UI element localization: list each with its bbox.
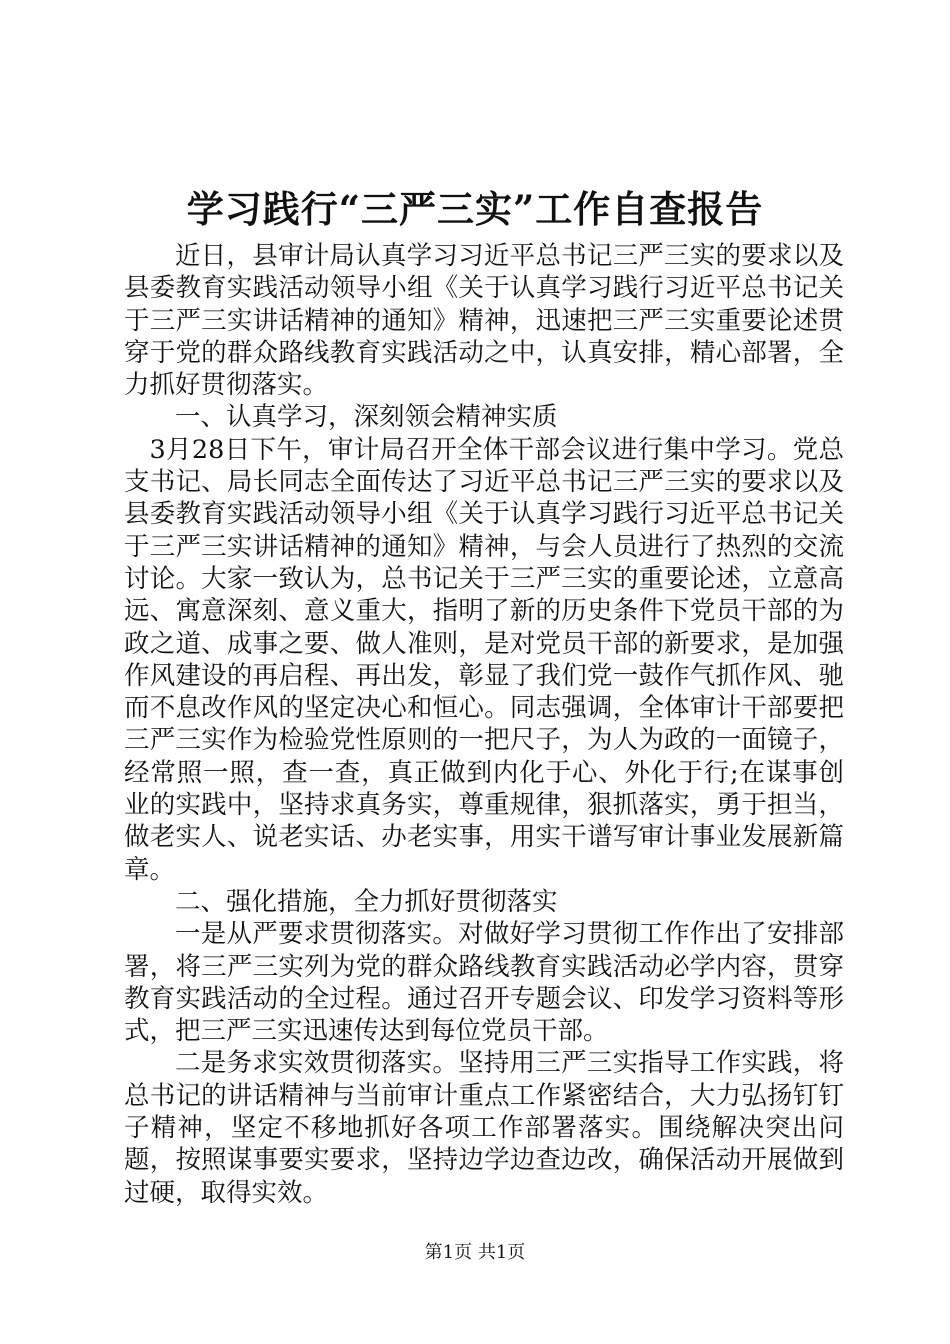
document-body [124,240,844,1209]
section-1-paragraph: 3月28日下午，审计局召开全体干部会议进行集中学习。党总支书记、局长同志全面传达了习近平总书记三严三实的要求以及县委教育实践活动领导小组《关于认真学习践行习近平总书记关于三严三实讲话精神的通知》精神，与会人员进行了热烈的交流讨论。大家一致认为，总书记关于三严三实的重要论述，立意高远、寓意深刻、意义重大，指明了新的历史条件下党员干部的为政之道、成事之要、做人准则，是对党员干部的新要求，是加强作风建设的再启程、再出发，彰显了我们党一鼓作气抓作风、驰而不息改作风的坚定决心和恒心。同志强调，全体审计干部要把三严三实作为检验党性原则的一把尺子，为人为政的一面镜子，经常照一照，查一查，真正做到内化于心、外化于行;在谋事创业的实践中，坚持求真务实，尊重规律，狠抓落实，勇于担当，做老实人、说老实话、办老实事，用实干谱写审计事业发展新篇章。 [124,434,844,885]
intro-paragraph: 近日，县审计局认真学习习近平总书记三严三实的要求以及县委教育实践活动领导小组《关于认真学习践行习近平总书记关于三严三实讲话精神的通知》精神，迅速把三严三实重要论述贯穿于党的群众路线教育实践活动之中，认真安排，精心部署，全力抓好贯彻落实。 [124,241,844,401]
section-heading-1: 一、认真学习，深刻领会精神实质 [175,402,558,433]
document-title: 学习践行“三严三实”工作自查报告 [186,187,764,231]
section-heading-2: 二、强化措施，全力抓好贯彻落实 [175,886,558,917]
section-2-paragraph-1: 一是从严要求贯彻落实。对做好学习贯彻工作作出了安排部署，将三严三实列为党的群众路线教育实践活动必学内容，贯穿教育实践活动的全过程。通过召开专题会议、印发学习资料等形式，把三严三实迅速传达到每位党员干部。 [124,919,844,1047]
section-2-paragraph-2: 二是务求实效贯彻落实。坚持用三严三实指导工作实践，将总书记的讲话精神与当前审计重点工作紧密结合，大力弘扬钉钉子精神，坚定不移地抓好各项工作部署落实。围绕解决突出问题，按照谋事要实要求，坚持边学边查边改，确保活动开展做到过硬，取得实效。 [124,1048,844,1208]
page-footer: 第1页 共1页 [424,1242,526,1263]
